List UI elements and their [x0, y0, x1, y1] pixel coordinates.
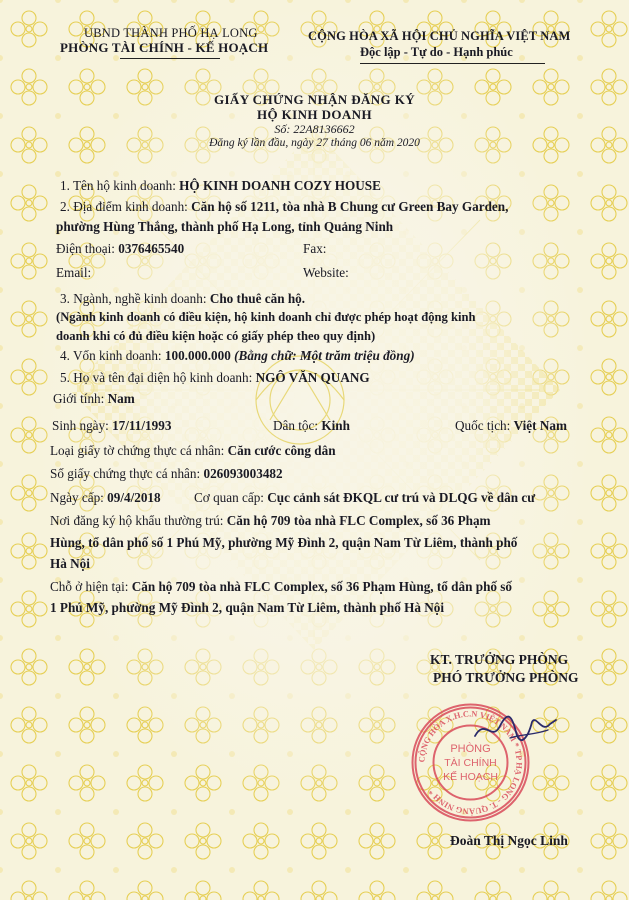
business-address-value-2: phường Hùng Thắng, thành phố Hạ Long, tỉnh Quảng Ninh: [56, 219, 394, 234]
permanent-residence-label: Nơi đăng ký hộ khẩu thường trú:: [50, 513, 227, 528]
business-address-row-2: [56, 219, 393, 235]
stamp-ring-text: CỘNG HÒA X.H.C.N VIỆT NAM * TP HẠ LONG - T. QUẢNG NINH *: [417, 709, 524, 816]
signer-title-1: KT. TRƯỞNG PHÒNG: [430, 652, 569, 667]
phone-value: 0376465540: [118, 241, 185, 256]
permanent-residence-value-3: Hà Nội: [50, 556, 90, 571]
representative-label: 5. Họ và tên đại diện hộ kinh doanh:: [60, 370, 256, 385]
current-residence-value-1: Căn hộ 709 tòa nhà FLC Complex, số 36 Phạm Hùng, tổ dân phố số: [131, 579, 513, 594]
ethnicity-label: Dân tộc:: [273, 418, 322, 433]
certificate-number: Số: 22A8136662: [274, 122, 355, 136]
motto-underline: [360, 63, 545, 64]
issuer-authority: UBND THÀNH PHỐ HẠ LONG: [84, 26, 258, 40]
representative-value: NGÔ VĂN QUANG: [255, 370, 370, 385]
business-line-row: [60, 291, 305, 307]
dob-value: 17/11/1993: [112, 418, 172, 433]
nationality-row: [455, 418, 567, 434]
dob-row: [52, 418, 171, 434]
issuer-underline: [120, 58, 220, 59]
permanent-residence-row-3: [50, 556, 90, 572]
phone-row: [56, 241, 184, 257]
business-address-value-1: Căn hộ số 1211, tòa nhà B Chung cư Green Bay Garden,: [191, 199, 509, 214]
signer-name: Đoàn Thị Ngọc Linh: [450, 833, 568, 848]
permanent-residence-value-2: Hùng, tổ dân phố số 1 Phú Mỹ, phường Mỹ Đình 2, quận Nam Từ Liêm, thành phố: [50, 535, 518, 550]
issue-date-value: 09/4/2018: [107, 490, 161, 505]
capital-label: 4. Vốn kinh doanh:: [60, 348, 165, 363]
business-line-note-1: (Ngành kinh doanh có điều kiện, hộ kinh doanh chỉ được phép hoạt động kinh: [56, 310, 476, 324]
permanent-residence-row: [50, 513, 491, 529]
business-address-row: [60, 199, 508, 215]
id-number-label: Số giấy chứng thực cá nhân:: [50, 466, 204, 481]
gender-label: Giới tính:: [53, 391, 108, 406]
business-line-note-2: doanh khi có đủ điều kiện hoặc có giấy phép theo quy định): [56, 329, 376, 343]
nationality-label: Quốc tịch:: [455, 418, 514, 433]
fax-label: Fax:: [303, 241, 327, 256]
business-name-label: 1. Tên hộ kinh doanh:: [60, 178, 180, 193]
document-subtitle: HỘ KINH DOANH: [257, 107, 372, 122]
national-title: CỘNG HÒA XÃ HỘI CHỦ NGHĨA VIỆT NAM: [308, 29, 571, 43]
issue-row: [50, 490, 161, 506]
gender-value: Nam: [107, 391, 135, 406]
issuing-agency-label: Cơ quan cấp:: [194, 490, 268, 505]
capital-value: 100.000.000: [164, 348, 231, 363]
id-number-row: [50, 466, 283, 482]
business-name-value: HỘ KINH DOANH COZY HOUSE: [179, 178, 381, 193]
registration-date: Đăng ký lần đầu, ngày 27 tháng 06 năm 2020: [209, 137, 420, 149]
issuer-department: PHÒNG TÀI CHÍNH - KẾ HOẠCH: [60, 40, 269, 55]
phone-label: Điện thoại:: [56, 241, 119, 256]
current-residence-row-2: [50, 600, 444, 616]
stamp-center-2: TÀI CHÍNH: [444, 757, 497, 769]
document-title: GIẤY CHỨNG NHẬN ĐĂNG KÝ: [213, 92, 416, 107]
permanent-residence-row-2: [50, 535, 517, 551]
business-line-label: 3. Ngành, nghề kinh doanh:: [60, 291, 210, 306]
id-type-value: Căn cước công dân: [227, 443, 336, 458]
nationality-value: Việt Nam: [513, 418, 567, 433]
id-type-label: Loại giấy tờ chứng thực cá nhân:: [50, 443, 228, 458]
id-type-row: [50, 443, 336, 459]
current-residence-row: [50, 579, 512, 595]
national-motto: Độc lập - Tự do - Hạnh phúc: [360, 45, 513, 59]
business-name-row: [60, 178, 381, 194]
gender-row: [53, 391, 135, 407]
issue-date-label: Ngày cấp:: [50, 490, 108, 505]
signer-title-2: PHÓ TRƯỞNG PHÒNG: [433, 670, 579, 685]
stamp-center-3: KẾ HOẠCH: [443, 771, 498, 783]
permanent-residence-value-1: Căn hộ 709 tòa nhà FLC Complex, số 36 Phạm: [226, 513, 491, 528]
ethnicity-row: [273, 418, 350, 434]
id-number-value: 026093003482: [203, 466, 283, 481]
capital-in-words: (Bằng chữ: Một trăm triệu đồng): [230, 348, 415, 363]
email-label: Email:: [56, 265, 92, 280]
business-address-label: 2. Địa điểm kinh doanh:: [60, 199, 192, 214]
stamp-center-1: PHÒNG: [450, 743, 491, 755]
business-line-value: Cho thuê căn hộ.: [209, 291, 306, 306]
capital-row: [60, 348, 415, 364]
dob-label: Sinh ngày:: [52, 418, 113, 433]
issuing-agency-row: [194, 490, 535, 506]
current-residence-value-2: 1 Phú Mỹ, phường Mỹ Đình 2, quận Nam Từ Liêm, thành phố Hà Nội: [50, 600, 445, 615]
representative-row: [60, 370, 370, 386]
handwritten-signature: [470, 708, 560, 748]
ethnicity-value: Kinh: [321, 418, 350, 433]
current-residence-label: Chỗ ở hiện tại:: [50, 579, 132, 594]
issuing-agency-value: Cục cảnh sát ĐKQL cư trú và DLQG về dân cư: [267, 490, 536, 505]
website-label: Website:: [303, 265, 349, 280]
